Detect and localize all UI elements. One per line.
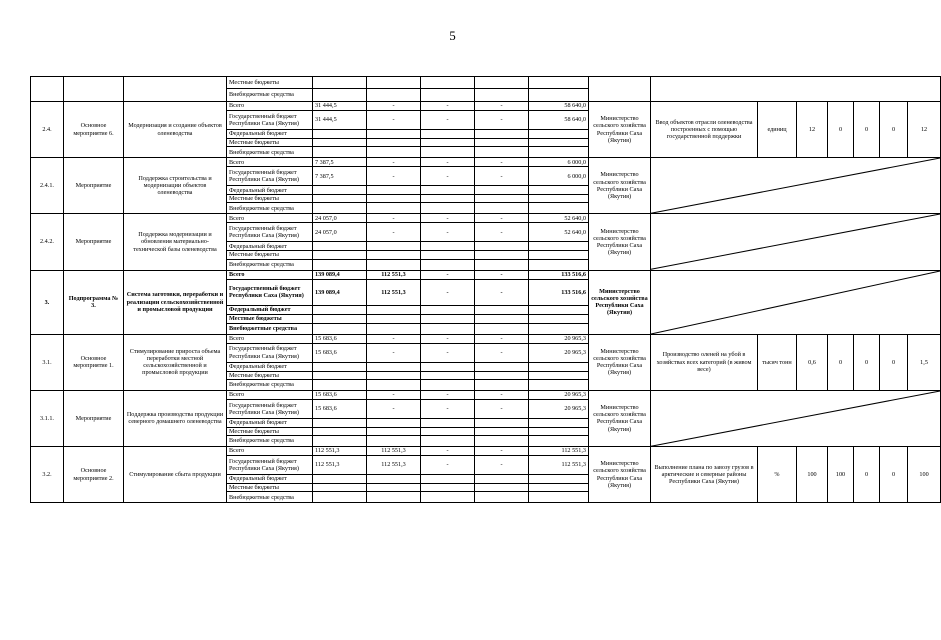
indicator-value: 0 <box>854 447 880 503</box>
indicator-value: 12 <box>797 102 828 158</box>
funding-source-label: Федеральный бюджет <box>227 130 313 139</box>
page-number: 5 <box>449 28 456 43</box>
funding-value: 112 551,3 <box>367 456 421 475</box>
funding-source-label: Всего <box>227 158 313 167</box>
funding-value <box>421 418 475 427</box>
block-code: 3.2. <box>31 447 64 503</box>
indicator-value: 12 <box>908 102 941 158</box>
funding-value: 139 089,4 <box>313 270 367 279</box>
funding-value <box>313 130 367 139</box>
indicator-value: 100 <box>797 447 828 503</box>
funding-value <box>367 492 421 503</box>
indicator-name: Выполнение плана по завозу грузов в арктические и северные районы Республики Саха (Якутия) <box>651 447 758 503</box>
indicator-crossed-out <box>651 214 941 270</box>
indicator-unit: тысяч тонн <box>758 334 797 390</box>
funding-value <box>529 203 589 214</box>
funding-value: - <box>475 456 529 475</box>
responsible-executor: Министерство сельского хозяйства Республики Саха (Якутия) <box>589 334 651 390</box>
indicator-value: 100 <box>908 447 941 503</box>
funding-value <box>421 492 475 503</box>
funding-value: 58 640,0 <box>529 111 589 130</box>
diagonal-line <box>651 214 940 269</box>
funding-source-label: Федеральный бюджет <box>227 242 313 251</box>
funding-value: - <box>421 270 475 279</box>
indicator-value: 1,5 <box>908 334 941 390</box>
funding-value: 112 551,3 <box>529 447 589 456</box>
funding-value <box>367 379 421 390</box>
funding-value: - <box>421 390 475 399</box>
funding-value <box>313 195 367 203</box>
funding-value: - <box>367 111 421 130</box>
funding-value: - <box>475 399 529 418</box>
funding-row <box>31 158 941 167</box>
funding-value <box>529 436 589 447</box>
block-name: Стимулирование прироста объема переработки местной сельскохозяйственной и промысловой продукции <box>124 334 227 390</box>
block-code: 3.1.1. <box>31 390 64 446</box>
funding-value: 15 683,6 <box>313 390 367 399</box>
funding-value <box>421 371 475 379</box>
funding-value <box>367 323 421 334</box>
funding-value <box>475 259 529 270</box>
funding-value: - <box>475 223 529 242</box>
funding-value <box>421 147 475 158</box>
funding-value <box>529 251 589 259</box>
funding-value: - <box>475 343 529 362</box>
funding-value: 24 057,0 <box>313 214 367 223</box>
funding-value <box>367 259 421 270</box>
funding-value: - <box>475 390 529 399</box>
funding-value <box>421 139 475 147</box>
funding-source-label: Местные бюджеты <box>227 371 313 379</box>
funding-value: - <box>421 102 475 111</box>
funding-value <box>313 251 367 259</box>
block-kind: Мероприятие <box>64 158 124 214</box>
funding-value: - <box>421 399 475 418</box>
funding-source-label: Внебюджетные средства <box>227 323 313 334</box>
funding-value: 6 000,0 <box>529 158 589 167</box>
block-name: Поддержка производства продукции северного домашнего оленеводства <box>124 390 227 446</box>
funding-source-label: Федеральный бюджет <box>227 362 313 371</box>
funding-value <box>529 427 589 435</box>
funding-value <box>529 362 589 371</box>
indicator-crossed-out <box>651 158 941 214</box>
indicator-value: 100 <box>828 447 854 503</box>
funding-value: 112 551,3 <box>529 456 589 475</box>
diagonal-line <box>651 158 940 213</box>
funding-source-label: Местные бюджеты <box>227 251 313 259</box>
funding-value <box>529 323 589 334</box>
responsible-executor: Министерство сельского хозяйства Республики Саха (Якутия) <box>589 102 651 158</box>
funding-value <box>421 130 475 139</box>
funding-value <box>313 427 367 435</box>
funding-value: - <box>475 111 529 130</box>
indicator-unit: % <box>758 447 797 503</box>
funding-value <box>529 484 589 492</box>
funding-row <box>31 214 941 223</box>
funding-value: - <box>367 390 421 399</box>
funding-value <box>529 130 589 139</box>
funding-value <box>475 203 529 214</box>
funding-value: - <box>367 214 421 223</box>
funding-source-label: Местные бюджеты <box>227 77 313 89</box>
funding-value <box>475 362 529 371</box>
funding-value: 112 551,3 <box>313 456 367 475</box>
funding-value <box>475 147 529 158</box>
funding-source-label: Всего <box>227 447 313 456</box>
funding-value: 20 965,3 <box>529 334 589 343</box>
funding-value <box>313 314 367 323</box>
funding-value <box>529 139 589 147</box>
block-code: 2.4.1. <box>31 158 64 214</box>
funding-value: - <box>367 167 421 186</box>
funding-value <box>367 314 421 323</box>
funding-value <box>313 418 367 427</box>
funding-value <box>313 436 367 447</box>
funding-value <box>313 89 367 102</box>
funding-value: - <box>367 334 421 343</box>
funding-source-label: Местные бюджеты <box>227 484 313 492</box>
funding-value <box>475 89 529 102</box>
indicator-value: 0 <box>880 334 908 390</box>
indicator-crossed-out <box>651 390 941 446</box>
funding-value: 139 089,4 <box>313 279 367 305</box>
funding-value: - <box>421 158 475 167</box>
indicator-value: 0,6 <box>797 334 828 390</box>
indicator-cell <box>651 77 941 102</box>
funding-value <box>367 203 421 214</box>
funding-value <box>421 305 475 314</box>
funding-value <box>529 379 589 390</box>
block-code: 3.1. <box>31 334 64 390</box>
block-kind: Основное мероприятие 6. <box>64 102 124 158</box>
funding-value <box>313 305 367 314</box>
indicator-unit: единиц <box>758 102 797 158</box>
diagonal-line <box>651 391 940 446</box>
funding-value <box>367 436 421 447</box>
funding-value: 7 387,5 <box>313 167 367 186</box>
indicator-crossed-out <box>651 270 941 334</box>
funding-source-label: Государственный бюджет Республики Саха (Якутия) <box>227 223 313 242</box>
funding-value: 20 965,3 <box>529 399 589 418</box>
indicator-value: 0 <box>880 102 908 158</box>
funding-value <box>475 371 529 379</box>
funding-value: - <box>475 214 529 223</box>
funding-value: - <box>367 399 421 418</box>
funding-value <box>367 362 421 371</box>
funding-value <box>313 379 367 390</box>
funding-value <box>529 305 589 314</box>
funding-row <box>31 334 941 343</box>
funding-source-label: Всего <box>227 214 313 223</box>
funding-value <box>475 475 529 484</box>
block-code: 2.4.2. <box>31 214 64 270</box>
funding-value <box>421 475 475 484</box>
funding-value <box>367 130 421 139</box>
funding-source-label: Государственный бюджет Республики Саха (Якутия) <box>227 279 313 305</box>
funding-value: 52 640,0 <box>529 214 589 223</box>
funding-value <box>529 89 589 102</box>
funding-value <box>475 77 529 89</box>
funding-source-label: Государственный бюджет Республики Саха (Якутия) <box>227 456 313 475</box>
funding-value <box>421 77 475 89</box>
funding-value <box>367 77 421 89</box>
responsible-cell <box>589 77 651 102</box>
funding-value <box>475 251 529 259</box>
code-cell <box>31 77 64 102</box>
funding-value <box>529 242 589 251</box>
responsible-executor: Министерство сельского хозяйства Республики Саха (Якутия) <box>589 158 651 214</box>
funding-value <box>367 418 421 427</box>
funding-value <box>475 242 529 251</box>
funding-value: - <box>367 223 421 242</box>
funding-source-label: Всего <box>227 390 313 399</box>
block-name: Поддержка строительства и модернизации объектов оленеводства <box>124 158 227 214</box>
funding-value <box>313 475 367 484</box>
funding-value: - <box>475 270 529 279</box>
funding-source-label: Всего <box>227 334 313 343</box>
funding-value <box>367 186 421 195</box>
funding-source-label: Местные бюджеты <box>227 195 313 203</box>
funding-source-label: Федеральный бюджет <box>227 475 313 484</box>
funding-value <box>475 379 529 390</box>
funding-value: - <box>421 456 475 475</box>
funding-value <box>421 362 475 371</box>
funding-value <box>475 427 529 435</box>
funding-source-label: Государственный бюджет Республики Саха (Якутия) <box>227 167 313 186</box>
funding-value <box>421 259 475 270</box>
responsible-executor: Министерство сельского хозяйства Республики Саха (Якутия) <box>589 390 651 446</box>
funding-row <box>31 77 941 89</box>
funding-row <box>31 102 941 111</box>
funding-value: 15 683,6 <box>313 399 367 418</box>
funding-value <box>367 475 421 484</box>
funding-value <box>367 195 421 203</box>
indicator-name: Производство оленей на убой в хозяйствах всех категорий (в живом весе) <box>651 334 758 390</box>
funding-value: 7 387,5 <box>313 158 367 167</box>
funding-value: - <box>421 214 475 223</box>
funding-value <box>313 139 367 147</box>
funding-value <box>421 186 475 195</box>
funding-value: 112 551,3 <box>367 270 421 279</box>
funding-source-label: Федеральный бюджет <box>227 305 313 314</box>
funding-value <box>367 147 421 158</box>
funding-source-label: Внебюджетные средства <box>227 147 313 158</box>
funding-value <box>421 427 475 435</box>
funding-value <box>313 147 367 158</box>
funding-value: 133 516,6 <box>529 279 589 305</box>
block-code: 3. <box>31 270 64 334</box>
funding-source-label: Государственный бюджет Республики Саха (Якутия) <box>227 111 313 130</box>
funding-value <box>421 323 475 334</box>
funding-source-label: Внебюджетные средства <box>227 379 313 390</box>
funding-row <box>31 447 941 456</box>
block-name: Модернизация и создание объектов оленеводства <box>124 102 227 158</box>
funding-value <box>421 314 475 323</box>
funding-value: - <box>421 111 475 130</box>
funding-value <box>367 371 421 379</box>
funding-value <box>313 259 367 270</box>
funding-value <box>313 77 367 89</box>
funding-value <box>421 89 475 102</box>
funding-value <box>529 147 589 158</box>
funding-value: 112 551,3 <box>367 279 421 305</box>
funding-value <box>421 242 475 251</box>
funding-source-label: Местные бюджеты <box>227 427 313 435</box>
funding-value <box>421 379 475 390</box>
funding-value <box>421 203 475 214</box>
funding-value <box>421 436 475 447</box>
funding-value <box>421 195 475 203</box>
indicator-name: Ввод объектов отрасли оленеводства построенных с помощью государственной поддержки <box>651 102 758 158</box>
funding-value <box>529 186 589 195</box>
funding-value <box>313 484 367 492</box>
funding-source-label: Всего <box>227 102 313 111</box>
funding-value <box>529 195 589 203</box>
block-name: Стимулирование сбыта продукции <box>124 447 227 503</box>
funding-value <box>529 492 589 503</box>
funding-value: - <box>421 334 475 343</box>
block-kind: Мероприятие <box>64 390 124 446</box>
funding-value <box>313 323 367 334</box>
funding-value: 112 551,3 <box>313 447 367 456</box>
funding-source-label: Местные бюджеты <box>227 314 313 323</box>
funding-source-label: Местные бюджеты <box>227 139 313 147</box>
funding-value <box>475 130 529 139</box>
funding-value: - <box>475 334 529 343</box>
indicator-value: 0 <box>854 334 880 390</box>
funding-value <box>421 484 475 492</box>
funding-value <box>313 203 367 214</box>
funding-value: 133 516,6 <box>529 270 589 279</box>
funding-value <box>475 314 529 323</box>
funding-value <box>367 89 421 102</box>
funding-value <box>313 242 367 251</box>
funding-source-label: Внебюджетные средства <box>227 492 313 503</box>
funding-value <box>475 418 529 427</box>
funding-value: - <box>421 343 475 362</box>
responsible-executor: Министерство сельского хозяйства Республики Саха (Якутия) <box>589 270 651 334</box>
funding-value <box>475 305 529 314</box>
funding-value <box>475 139 529 147</box>
funding-value <box>529 259 589 270</box>
funding-value: - <box>367 102 421 111</box>
funding-source-label: Федеральный бюджет <box>227 186 313 195</box>
funding-row <box>31 270 941 279</box>
funding-value <box>529 371 589 379</box>
funding-value <box>529 418 589 427</box>
indicator-value: 0 <box>854 102 880 158</box>
funding-value <box>475 484 529 492</box>
indicator-value: 0 <box>880 447 908 503</box>
funding-value: 52 640,0 <box>529 223 589 242</box>
kind-cell <box>64 77 124 102</box>
block-kind: Основное мероприятие 2. <box>64 447 124 503</box>
funding-value: - <box>475 167 529 186</box>
funding-value <box>367 305 421 314</box>
funding-value <box>529 77 589 89</box>
funding-value: 58 640,0 <box>529 102 589 111</box>
funding-value <box>367 139 421 147</box>
responsible-executor: Министерство сельского хозяйства Республики Саха (Якутия) <box>589 447 651 503</box>
funding-value <box>529 475 589 484</box>
name-cell <box>124 77 227 102</box>
funding-source-label: Внебюджетные средства <box>227 203 313 214</box>
funding-value: - <box>421 447 475 456</box>
indicator-value: 0 <box>828 334 854 390</box>
funding-source-label: Всего <box>227 270 313 279</box>
funding-value: - <box>475 279 529 305</box>
funding-value: - <box>367 158 421 167</box>
funding-source-label: Внебюджетные средства <box>227 436 313 447</box>
funding-value <box>367 484 421 492</box>
funding-value: - <box>475 102 529 111</box>
funding-value <box>313 371 367 379</box>
funding-value <box>367 251 421 259</box>
funding-value: 15 683,6 <box>313 343 367 362</box>
block-kind: Подпрограмма № 3. <box>64 270 124 334</box>
funding-value: 24 057,0 <box>313 223 367 242</box>
funding-value <box>475 323 529 334</box>
funding-value <box>475 195 529 203</box>
funding-source-label: Федеральный бюджет <box>227 418 313 427</box>
funding-value: 31 444,5 <box>313 111 367 130</box>
funding-source-label: Внебюджетные средства <box>227 89 313 102</box>
block-kind: Мероприятие <box>64 214 124 270</box>
funding-value: 20 965,3 <box>529 390 589 399</box>
funding-value <box>421 251 475 259</box>
funding-value: - <box>475 158 529 167</box>
indicator-value: 0 <box>828 102 854 158</box>
funding-value <box>313 362 367 371</box>
funding-value: - <box>421 223 475 242</box>
funding-value: 20 965,3 <box>529 343 589 362</box>
block-code: 2.4. <box>31 102 64 158</box>
funding-value <box>313 186 367 195</box>
block-name: Поддержка модернизации и обновления материально-технической базы оленеводства <box>124 214 227 270</box>
program-table <box>30 76 941 503</box>
funding-value <box>475 436 529 447</box>
funding-source-label: Государственный бюджет Республики Саха (Якутия) <box>227 343 313 362</box>
funding-value <box>529 314 589 323</box>
funding-value <box>475 492 529 503</box>
funding-value: 6 000,0 <box>529 167 589 186</box>
funding-value: - <box>421 167 475 186</box>
funding-value: - <box>367 343 421 362</box>
funding-value: - <box>421 279 475 305</box>
funding-value <box>367 242 421 251</box>
funding-value <box>313 492 367 503</box>
funding-source-label: Внебюджетные средства <box>227 259 313 270</box>
diagonal-line <box>651 271 940 334</box>
funding-value <box>475 186 529 195</box>
funding-value: 112 551,3 <box>367 447 421 456</box>
funding-value: - <box>475 447 529 456</box>
block-kind: Основное мероприятие 1. <box>64 334 124 390</box>
funding-value: 31 444,5 <box>313 102 367 111</box>
funding-row <box>31 390 941 399</box>
funding-source-label: Государственный бюджет Республики Саха (Якутия) <box>227 399 313 418</box>
funding-value: 15 683,6 <box>313 334 367 343</box>
responsible-executor: Министерство сельского хозяйства Республики Саха (Якутия) <box>589 214 651 270</box>
funding-value <box>367 427 421 435</box>
block-name: Система заготовки, переработки и реализации сельскохозяйственной и промысловой продукции <box>124 270 227 334</box>
